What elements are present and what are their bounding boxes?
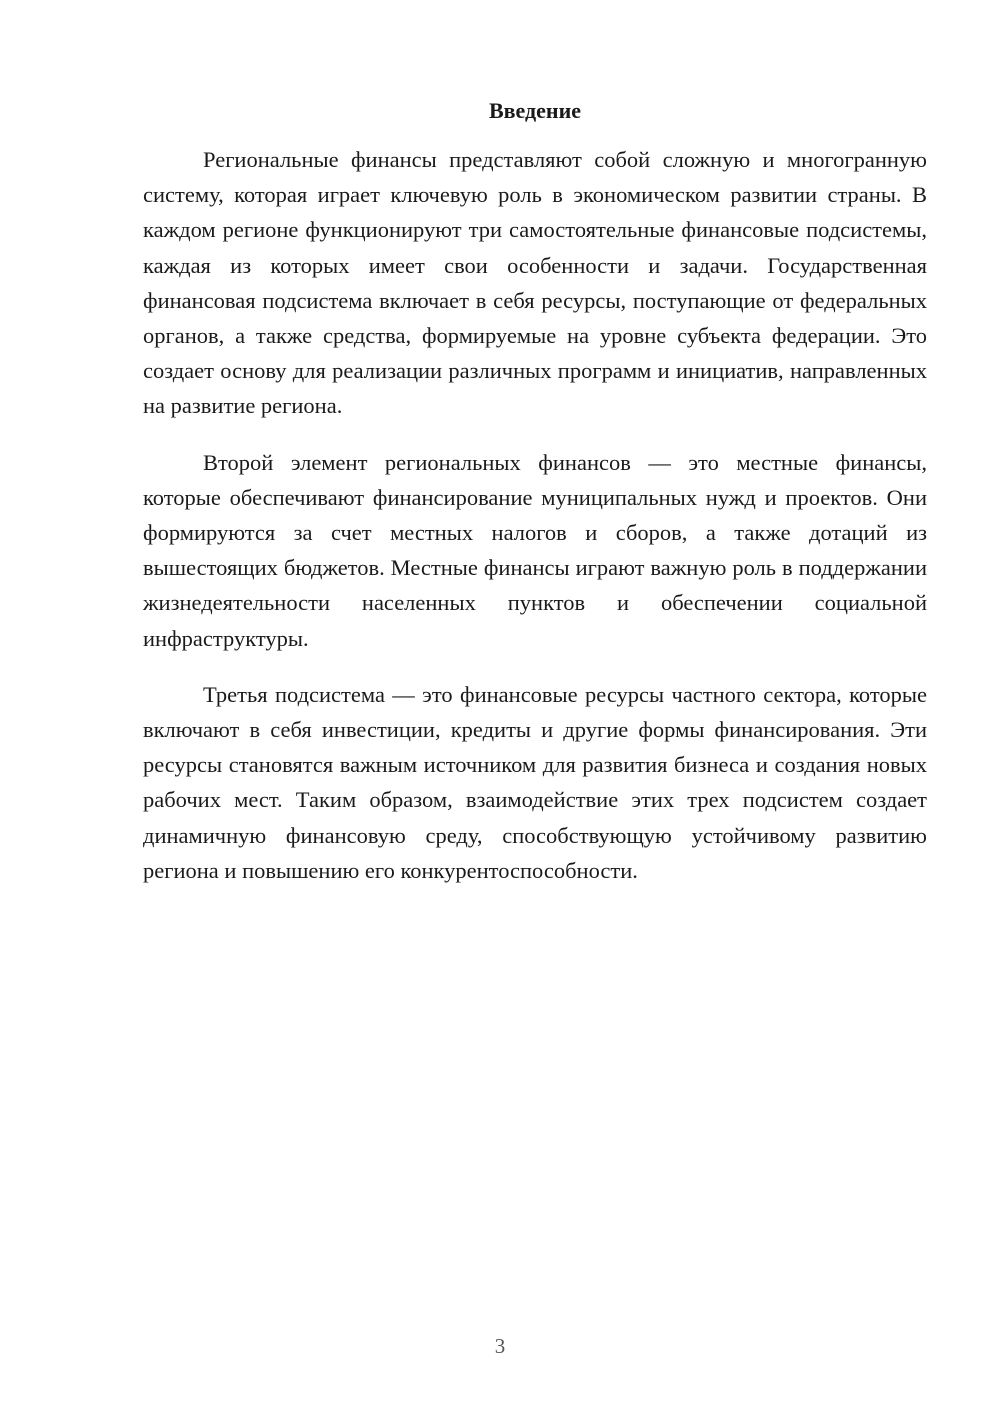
paragraph-private-sector: Третья подсистема — это финансовые ресурсы частного сектора, которые включают в себя инвестиции, кредиты и другие формы финансирования. Эти ресурсы становятся важным источником для развития бизнеса и создания новых рабочих мест. Таким образом, взаимодействие этих трех подсистем создает динамичную финансовую среду, способствующую устойчивому развитию региона и повышению его конкурентоспособности. [143, 681, 927, 883]
section-heading: Введение [488, 98, 582, 123]
paragraph-local-finance: Второй элемент региональных финансов — это местные финансы, которые обеспечивают финансирование муниципальных нужд и проектов. Они формируются за счет местных налогов и сборов, а также дотаций из вышестоящих бюджетов. Местные финансы играют важную роль в поддержании жизнедеятельности населенных пунктов и обеспечении социальной инфраструктуры. [143, 449, 927, 651]
paragraph-regional-finance: Региональные финансы представляют собой сложную и многогранную систему, которая играет ключевую роль в экономическом развитии страны. В каждом регионе функционируют три самостоятельные финансовые подсистемы, каждая из которых имеет свои особенности и задачи. Государственная финансовая подсистема включает в себя ресурсы, поступающие от федеральных органов, а также средства, формируемые на уровне субъекта федерации. Это создает основу для реализации различных программ и инициатив, направленных на развитие региона. [143, 147, 927, 419]
page-number: 3 [494, 1334, 506, 1358]
body-text [143, 142, 927, 909]
